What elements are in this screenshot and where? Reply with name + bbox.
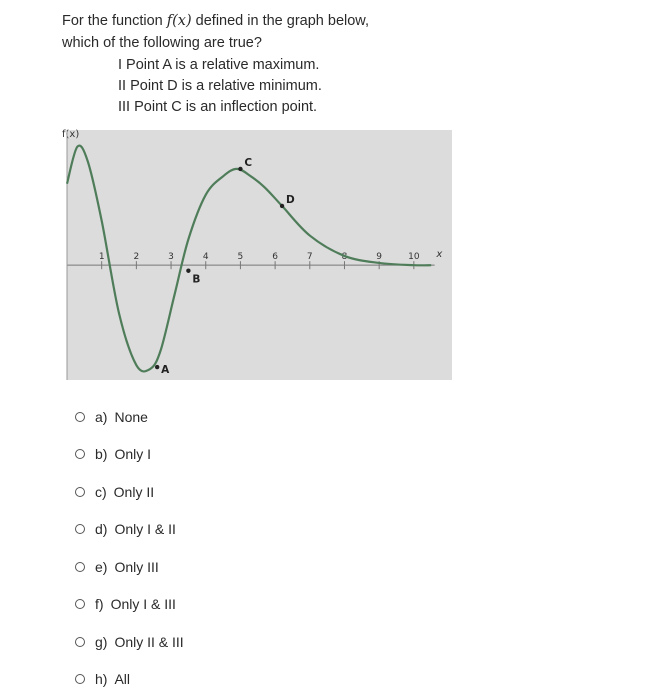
radio-button[interactable] (75, 487, 85, 497)
x-tick-label: 4 (202, 252, 209, 263)
radio-button[interactable] (75, 562, 85, 572)
x-tick-label: 6 (272, 252, 278, 263)
option-a[interactable]: a) None (75, 398, 184, 436)
statement-3: III Point C is an inflection point. (118, 99, 318, 115)
x-axis-label: x (436, 249, 443, 261)
radio-button[interactable] (75, 637, 85, 647)
option-h[interactable]: h) All (75, 661, 184, 699)
point-b-marker (186, 269, 190, 273)
option-b[interactable]: b) Only I (75, 436, 184, 474)
radio-button[interactable] (75, 599, 85, 609)
point-a-marker (155, 365, 159, 369)
option-c[interactable]: c) Only II (75, 473, 184, 511)
point-d-label: D (286, 193, 295, 206)
x-tick-label: 3 (168, 252, 174, 263)
statement-2: II Point D is a relative minimum. (118, 78, 322, 94)
radio-button[interactable] (75, 412, 85, 422)
point-b-label: B (192, 273, 201, 286)
point-c-label: C (244, 156, 253, 169)
radio-button[interactable] (75, 524, 85, 534)
question-text (62, 10, 369, 54)
option-d[interactable]: d) Only I & II (75, 511, 184, 549)
function-graph (62, 128, 462, 388)
option-g[interactable]: g) Only II & III (75, 623, 184, 661)
option-f[interactable]: f) Only I & III (75, 586, 184, 624)
x-tick-label: 1 (98, 252, 105, 263)
radio-button[interactable] (75, 674, 85, 684)
x-tick-label: 8 (341, 252, 348, 263)
point-c-marker (238, 167, 242, 171)
point-d-marker (280, 204, 284, 208)
question-line-1: For the function f(x) defined in the graph below, (62, 13, 369, 29)
x-tick-label: 5 (237, 252, 244, 263)
answer-options (75, 398, 184, 698)
graph-svg (62, 128, 462, 388)
option-e[interactable]: e) Only III (75, 548, 184, 586)
plot-background (67, 130, 452, 380)
x-tick-label: 10 (408, 252, 420, 263)
x-tick-label: 7 (306, 252, 313, 263)
point-a-label: A (161, 364, 170, 377)
x-tick-label: 2 (133, 252, 140, 263)
statement-list (118, 55, 322, 118)
y-axis-label: f(x) (62, 129, 80, 140)
x-tick-label: 9 (376, 252, 383, 263)
radio-button[interactable] (75, 449, 85, 459)
statement-1: I Point A is a relative maximum. (118, 57, 320, 73)
question-line-2: which of the following are true? (62, 35, 262, 51)
function-notation: f(x) (166, 13, 192, 29)
